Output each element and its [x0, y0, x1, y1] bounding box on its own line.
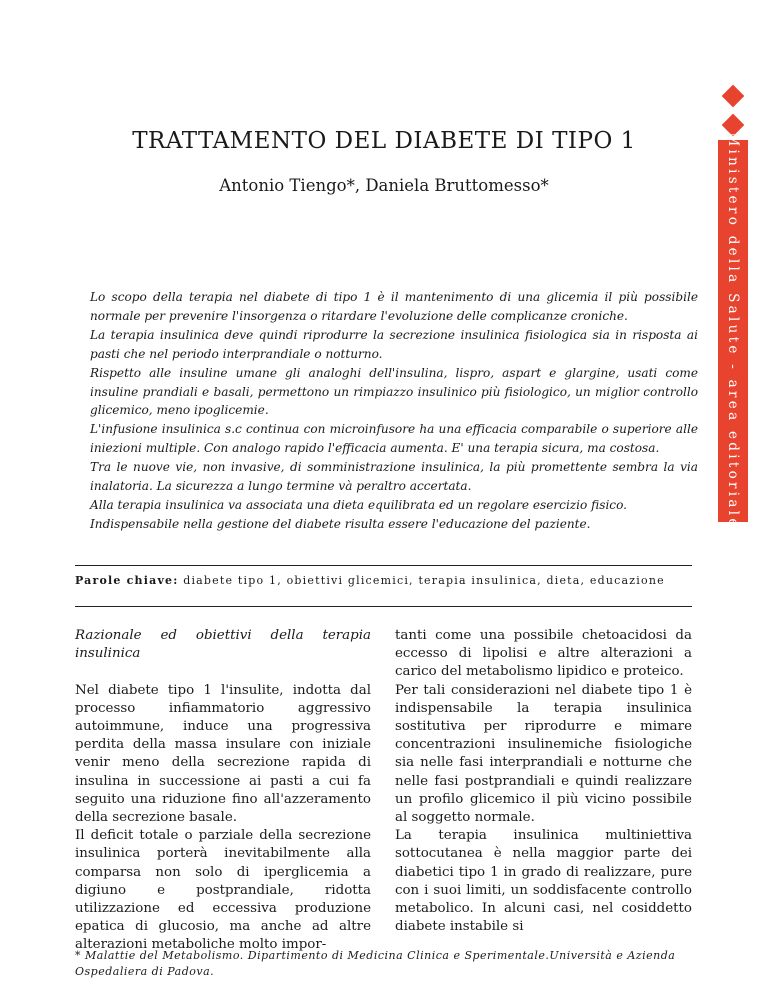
authors: Antonio Tiengo*, Daniela Bruttomesso* [219, 176, 549, 195]
diamond-icon [722, 85, 745, 108]
abstract [90, 288, 698, 534]
body-paragraph: Il deficit totale o parziale della secrezione insulinica porterà inevitabilmente alla comparsa non solo di iperglicemia a digiuno e postprandiale, ridotta utilizzazione ed eccessiva produzione epatica di glucosio, ma anche ad altre alterazioni metaboliche molto impor- [75, 828, 371, 953]
abstract-paragraph: Alla terapia insulinica va associata una dieta equilibrata ed un regolare esercizio fisico. [90, 497, 627, 512]
sidebar-label: Ministero della Salute - area editoriale [725, 132, 741, 530]
divider [75, 606, 692, 607]
abstract-paragraph: Indispensabile nella gestione del diabete risulta essere l'educazione del paziente. [90, 516, 591, 531]
body-paragraph: Per tali considerazioni nel diabete tipo 1 è indispensabile la terapia insulinica sostitutiva per riprodurre e mimare concentrazioni insulinemiche fisiologiche sia nelle fasi interprandiali e notturne che nelle fasi postprandiali e quindi realizzare un profilo glicemico il più vicino possibile al soggetto normale. [395, 682, 692, 826]
keywords-label: Parole chiave: [75, 574, 179, 587]
abstract-paragraph: Lo scopo della terapia nel diabete di tipo 1 è il mantenimento di una glicemia il più possibile normale per prevenire l'insorgenza o ritardare l'evoluzione delle complicanze croniche. [90, 290, 698, 323]
divider [75, 565, 692, 566]
footnote: * Malattie del Metabolismo. Dipartimento di Medicina Clinica e Sperimentale.Università e Azienda Ospedaliera di Padova. [75, 949, 676, 978]
body-paragraph: tanti come una possibile chetoacidosi da eccesso di lipolisi e altre alterazioni a carico del metabolismo lipidico e proteico. [395, 628, 692, 680]
keywords [75, 574, 715, 587]
keywords-text: diabete tipo 1, obiettivi glicemici, terapia insulinica, dieta, educazione [183, 574, 665, 587]
body-column-left [75, 627, 371, 955]
body-paragraph: La terapia insulinica multiniettiva sottocutanea è nella maggior parte dei diabetici tipo 1 in grado di realizzare, pure con i suoi limiti, un soddisfacente controllo metabolico. In alcuni casi, nel cosiddetto diabete instabile si [395, 828, 692, 935]
section-heading: Razionale ed obiettivi della terapia insulinica [75, 628, 371, 662]
abstract-paragraph: Tra le nuove vie, non invasive, di somministrazione insulinica, la più promettente sembra la via inalatoria. La sicurezza a lungo termine và peraltro accertata. [90, 460, 698, 494]
abstract-paragraph: Rispetto alle insuline umane gli analoghi dell'insulina, lispro, aspart e glargine, usati come insuline prandiali e basali, permettono un rimpiazzo insulinico più fisiologico, un miglior controllo glicemico, meno ipoglicemie. [90, 365, 698, 418]
body-column-right [395, 627, 692, 936]
abstract-paragraph: L'infusione insulinica s.c continua con microinfusore ha una efficacia comparabile o superiore alle iniezioni multiple. Con analogo rapido l'efficacia aumenta. E' una terapia sicura, ma costosa. [90, 422, 698, 456]
page-title: TRATTAMENTO DEL DIABETE DI TIPO 1 [132, 128, 636, 154]
abstract-paragraph: La terapia insulinica deve quindi riprodurre la secrezione insulinica fisiologica sia in risposta ai pasti che nel periodo interprandiale o notturno. [90, 327, 698, 361]
body-paragraph: Nel diabete tipo 1 l'insulite, indotta dal processo infiammatorio aggressivo autoimmune, induce una progressiva perdita della massa insulare con iniziale venir meno della secrezione rapida di insulina in successione ai pasti a cui fa seguito una riduzione fino all'azzeramento della secrezione basale. [75, 682, 371, 826]
